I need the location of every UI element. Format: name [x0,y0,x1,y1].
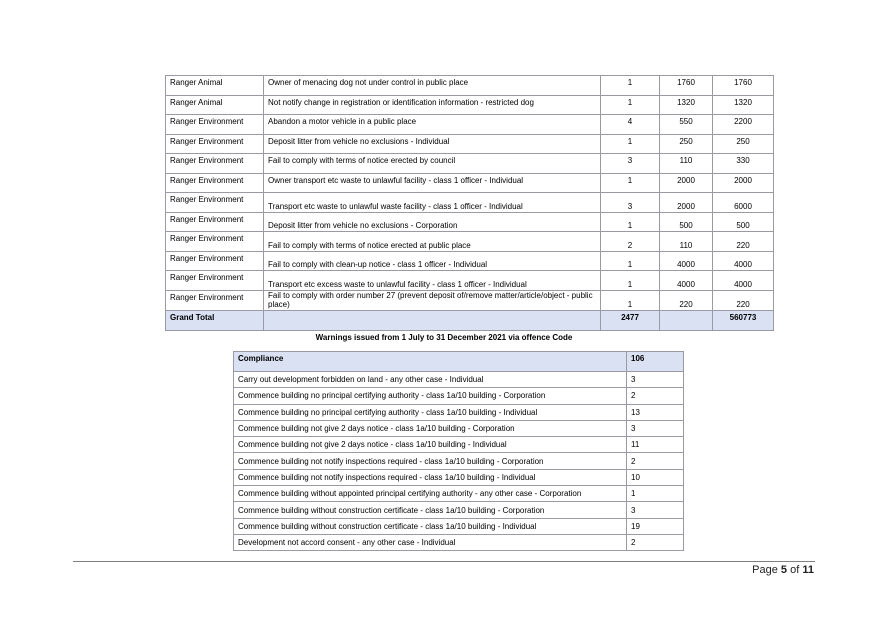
row-total: 4000 [713,251,774,271]
warning-description: Development not accord consent - any other case - Individual [234,534,627,550]
row-count: 3 [601,154,660,174]
row-category: Ranger Environment [166,115,264,135]
grand-total-empty [660,310,713,330]
row-category: Ranger Environment [166,271,264,291]
row-category: Ranger Animal [166,95,264,115]
row-description: Deposit litter from vehicle no exclusions - Individual [264,134,601,154]
row-amount: 1320 [660,95,713,115]
table-row [166,251,774,271]
warning-count: 3 [627,502,684,518]
table-row [234,502,684,518]
row-description: Abandon a motor vehicle in a public place [264,115,601,135]
row-category: Ranger Animal [166,76,264,96]
row-count: 1 [601,95,660,115]
row-amount: 220 [660,290,713,310]
grand-total-count: 2477 [601,310,660,330]
warnings-table-body [234,352,684,551]
table-row [166,232,774,252]
warning-description: Commence building not give 2 days notice - class 1a/10 building - Individual [234,437,627,453]
row-count: 1 [601,251,660,271]
row-total: 220 [713,232,774,252]
grand-total-row [166,310,774,330]
warning-count: 3 [627,372,684,388]
row-amount: 550 [660,115,713,135]
row-category: Ranger Environment [166,251,264,271]
row-count: 3 [601,193,660,213]
row-description: Fail to comply with order number 27 (prevent deposit of/remove matter/article/object - public place) [264,290,601,310]
table-row [234,404,684,420]
warning-count: 13 [627,404,684,420]
row-description: Not notify change in registration or identification information - restricted dog [264,95,601,115]
table-row [234,388,684,404]
warning-description: Commence building without appointed principal certifying authority - any other case - Corporation [234,486,627,502]
row-description: Owner of menacing dog not under control in public place [264,76,601,96]
row-count: 2 [601,232,660,252]
row-total: 330 [713,154,774,174]
row-count: 1 [601,76,660,96]
table-row [234,453,684,469]
row-amount: 4000 [660,251,713,271]
row-total: 2000 [713,173,774,193]
row-total: 4000 [713,271,774,291]
row-total: 250 [713,134,774,154]
row-count: 1 [601,212,660,232]
row-amount: 2000 [660,173,713,193]
page-word: Page [752,564,778,576]
row-amount: 250 [660,134,713,154]
row-description: Fail to comply with terms of notice erected at public place [264,232,601,252]
page-total: 11 [802,564,814,576]
row-category: Ranger Environment [166,154,264,174]
grand-total-label: Grand Total [166,310,264,330]
warning-count: 2 [627,534,684,550]
row-amount: 2000 [660,193,713,213]
row-amount: 1760 [660,76,713,96]
row-category: Ranger Environment [166,232,264,252]
table-row [166,154,774,174]
table-row [234,437,684,453]
row-total: 500 [713,212,774,232]
row-count: 4 [601,115,660,135]
table-row [234,518,684,534]
row-description: Deposit litter from vehicle no exclusions - Corporation [264,212,601,232]
table-row [234,486,684,502]
table-row [166,271,774,291]
row-category: Ranger Environment [166,290,264,310]
row-amount: 4000 [660,271,713,291]
grand-total-amount: 560773 [713,310,774,330]
warnings-header-label: Compliance [234,352,627,372]
warning-count: 2 [627,453,684,469]
warnings-header-row [234,352,684,372]
row-description: Owner transport etc waste to unlawful facility - class 1 officer - Individual [264,173,601,193]
warning-count: 19 [627,518,684,534]
table-row [166,115,774,135]
warnings-table [233,351,684,551]
grand-total-empty [264,310,601,330]
warning-description: Commence building without construction certificate - class 1a/10 building - Individual [234,518,627,534]
warning-description: Commence building not give 2 days notice - class 1a/10 building - Corporation [234,420,627,436]
table-row [166,95,774,115]
page-footer [752,564,814,576]
row-category: Ranger Environment [166,212,264,232]
warning-count: 1 [627,486,684,502]
table-row [234,420,684,436]
table-row [166,76,774,96]
row-total: 1760 [713,76,774,96]
warning-description: Commence building not notify inspections required - class 1a/10 building - Individual [234,469,627,485]
row-total: 220 [713,290,774,310]
warning-count: 10 [627,469,684,485]
table-row [234,534,684,550]
warnings-header-count: 106 [627,352,684,372]
row-amount: 500 [660,212,713,232]
row-category: Ranger Environment [166,193,264,213]
offences-table [165,75,774,331]
row-description: Fail to comply with terms of notice erected by council [264,154,601,174]
footer-rule [73,561,815,562]
table-row [166,193,774,213]
warning-description: Commence building not notify inspections required - class 1a/10 building - Corporation [234,453,627,469]
table-row [234,372,684,388]
offences-table-body [166,76,774,331]
table-row [166,290,774,310]
warning-count: 2 [627,388,684,404]
row-count: 1 [601,134,660,154]
row-category: Ranger Environment [166,173,264,193]
row-description: Transport etc excess waste to unlawful facility - class 1 officer - Individual [264,271,601,291]
warning-description: Commence building without construction certificate - class 1a/10 building - Corporation [234,502,627,518]
table-row [166,212,774,232]
page-number: 5 [780,564,788,576]
row-category: Ranger Environment [166,134,264,154]
table-row [166,134,774,154]
row-amount: 110 [660,232,713,252]
row-count: 1 [601,173,660,193]
warning-count: 3 [627,420,684,436]
row-total: 2200 [713,115,774,135]
of-word: of [790,564,800,576]
row-count: 1 [601,271,660,291]
row-description: Transport etc waste to unlawful waste facility - class 1 officer - Individual [264,193,601,213]
warnings-title: Warnings issued from 1 July to 31 December 2021 via offence Code [315,333,573,342]
warning-count: 11 [627,437,684,453]
table-row [166,173,774,193]
row-total: 1320 [713,95,774,115]
table-row [234,469,684,485]
row-total: 6000 [713,193,774,213]
row-amount: 110 [660,154,713,174]
warning-description: Carry out development forbidden on land - any other case - Individual [234,372,627,388]
row-count: 1 [601,290,660,310]
warning-description: Commence building no principal certifying authority - class 1a/10 building - Corporation [234,388,627,404]
warning-description: Commence building no principal certifying authority - class 1a/10 building - Individual [234,404,627,420]
row-description: Fail to comply with clean-up notice - class 1 officer - Individual [264,251,601,271]
